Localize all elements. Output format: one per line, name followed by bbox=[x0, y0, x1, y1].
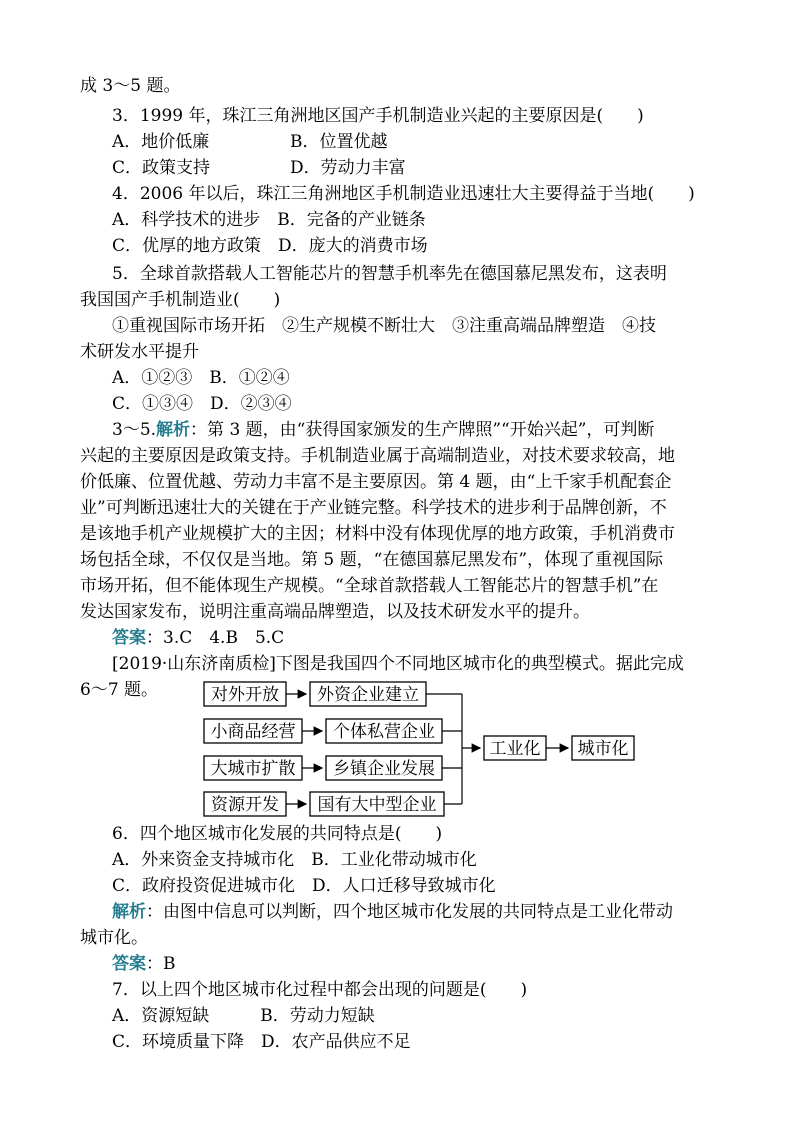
diagram-middle-box-3 bbox=[326, 756, 442, 780]
analysis-3-5-line6: 场包括全球，不仅仅是当地。第 5 题，“在德国慕尼黑发布”，体现了重视国际 bbox=[80, 550, 664, 570]
q4-options-ab: A．科学技术的进步 B．完备的产业链条 bbox=[112, 210, 426, 230]
q7-options-cd: C．环境质量下降 D．农产品供应不足 bbox=[112, 1032, 411, 1052]
diagram-left-box-2 bbox=[204, 719, 302, 743]
analysis-3-5-line8: 发达国家发布，说明注重高端品牌塑造，以及技术研发水平的提升。 bbox=[80, 602, 590, 622]
diagram-middle-label-4: 国有大中型企业 bbox=[317, 795, 437, 815]
q3-option-a: A．地价低廉 bbox=[112, 132, 210, 152]
analysis-6-text: ：由图中信息可以判断，四个地区城市化发展的共同特点是工业化带动 bbox=[146, 902, 673, 922]
answer-3-5-values: ：3.C 4.B 5.C bbox=[146, 628, 285, 648]
diagram-middle-label-2: 个体私营企业 bbox=[333, 722, 435, 742]
q6-options-cd: C．政府投资促进城市化 D．人口迁移导致城市化 bbox=[112, 876, 496, 896]
q4-options-cd: C．优厚的地方政策 D．庞大的消费市场 bbox=[112, 236, 428, 256]
analysis-3-5-line7: 市场开拓，但不能体现生产规模。“全球首款搭载人工智能芯片的智慧手机”在 bbox=[80, 576, 659, 596]
answer-6 bbox=[112, 954, 176, 974]
analysis-3-5-line5: 是该地手机产业规模扩大的主因；材料中没有体现优厚的地方政策，手机消费市 bbox=[80, 524, 675, 544]
q5-options-cd: C．①③④ D．②③④ bbox=[112, 394, 292, 414]
answer-6-value: ：B bbox=[146, 954, 176, 974]
diagram-industrialization-label: 工业化 bbox=[489, 739, 541, 759]
analysis-3-5-line3: 价低廉、位置优越、劳动力丰富不是主要原因。第 4 题，由“上千家手机配套企 bbox=[80, 472, 672, 492]
q3-options-ab bbox=[112, 132, 388, 152]
q3-options-cd bbox=[112, 158, 406, 178]
analysis-3-5-prefix: 3～5. bbox=[112, 420, 157, 440]
q5-options-ab: A．①②③ B．①②④ bbox=[112, 368, 290, 388]
analysis-6-label: 解析 bbox=[112, 902, 146, 922]
analysis-label: 解析 bbox=[156, 420, 191, 440]
diagram-left-label-1: 对外开放 bbox=[211, 685, 279, 705]
q6-options-ab: A．外来资金支持城市化 B．工业化带动城市化 bbox=[112, 850, 477, 870]
analysis-3-5-text: ：第 3 题，由“获得国家颁发的生产牌照”“开始兴起”，可判断 bbox=[190, 420, 655, 440]
q3-option-b: B．位置优越 bbox=[290, 132, 388, 152]
diagram-left-box-4 bbox=[204, 792, 286, 816]
question-6: 6．四个地区城市化发展的共同特点是( ) bbox=[112, 824, 443, 844]
intro-continuation: 成 3～5 题。 bbox=[80, 76, 181, 96]
answer-label: 答案 bbox=[112, 628, 146, 648]
urbanization-flow-diagram bbox=[196, 680, 646, 820]
source-intro-line1: [2019·山东济南质检]下图是我国四个不同地区城市化的典型模式。据此完成 bbox=[112, 654, 684, 674]
question-4: 4．2006 年以后，珠江三角洲地区手机制造业迅速壮大主要得益于当地( ) bbox=[112, 184, 695, 204]
analysis-6-line1 bbox=[112, 902, 673, 922]
diagram-industrialization-box bbox=[484, 736, 546, 760]
q5-statements-line2: 术研发水平提升 bbox=[80, 342, 199, 362]
diagram-left-label-4: 资源开发 bbox=[211, 795, 279, 815]
diagram-left-label-2: 小商品经营 bbox=[210, 722, 296, 742]
diagram-middle-box-4 bbox=[310, 792, 444, 816]
diagram-left-label-3: 大城市扩散 bbox=[210, 759, 296, 779]
source-intro-line2: 6～7 题。 bbox=[80, 680, 159, 700]
diagram-middle-box-1 bbox=[310, 682, 426, 706]
answer-3-5 bbox=[112, 628, 284, 648]
diagram-left-box-3 bbox=[204, 756, 302, 780]
q3-option-c: C．政策支持 bbox=[112, 158, 211, 178]
question-3: 3．1999 年，珠江三角洲地区国产手机制造业兴起的主要原因是( ) bbox=[112, 106, 644, 126]
q7-options-ab: A．资源短缺 B．劳动力短缺 bbox=[112, 1006, 375, 1026]
diagram-left-box-1 bbox=[204, 682, 286, 706]
q5-statements-line1: ①重视国际市场开拓 ②生产规模不断壮大 ③注重高端品牌塑造 ④技 bbox=[112, 316, 656, 336]
diagram-middle-label-3: 乡镇企业发展 bbox=[333, 759, 435, 779]
diagram-middle-box-2 bbox=[326, 719, 442, 743]
analysis-3-5-line2: 兴起的主要原因是政策支持。手机制造业属于高端制造业，对技术要求较高，地 bbox=[80, 446, 675, 466]
question-5-line2: 我国国产手机制造业( ) bbox=[80, 290, 281, 310]
diagram-middle-label-1: 外资企业建立 bbox=[317, 685, 419, 705]
question-5-line1: 5．全球首款搭载人工智能芯片的智慧手机率先在德国慕尼黑发布，这表明 bbox=[112, 264, 667, 284]
analysis-3-5-line1 bbox=[112, 420, 654, 440]
question-7: 7．以上四个地区城市化过程中都会出现的问题是( ) bbox=[112, 980, 528, 1000]
analysis-3-5-line4: 业”可判断迅速壮大的关键在于产业链完整。科学技术的进步利于品牌创新，不 bbox=[80, 498, 667, 518]
analysis-6-line2: 城市化。 bbox=[80, 928, 148, 948]
q3-option-d: D．劳动力丰富 bbox=[290, 158, 406, 178]
answer-6-label: 答案 bbox=[112, 954, 146, 974]
diagram-urbanization-label: 城市化 bbox=[577, 739, 629, 759]
diagram-urbanization-box bbox=[572, 736, 634, 760]
